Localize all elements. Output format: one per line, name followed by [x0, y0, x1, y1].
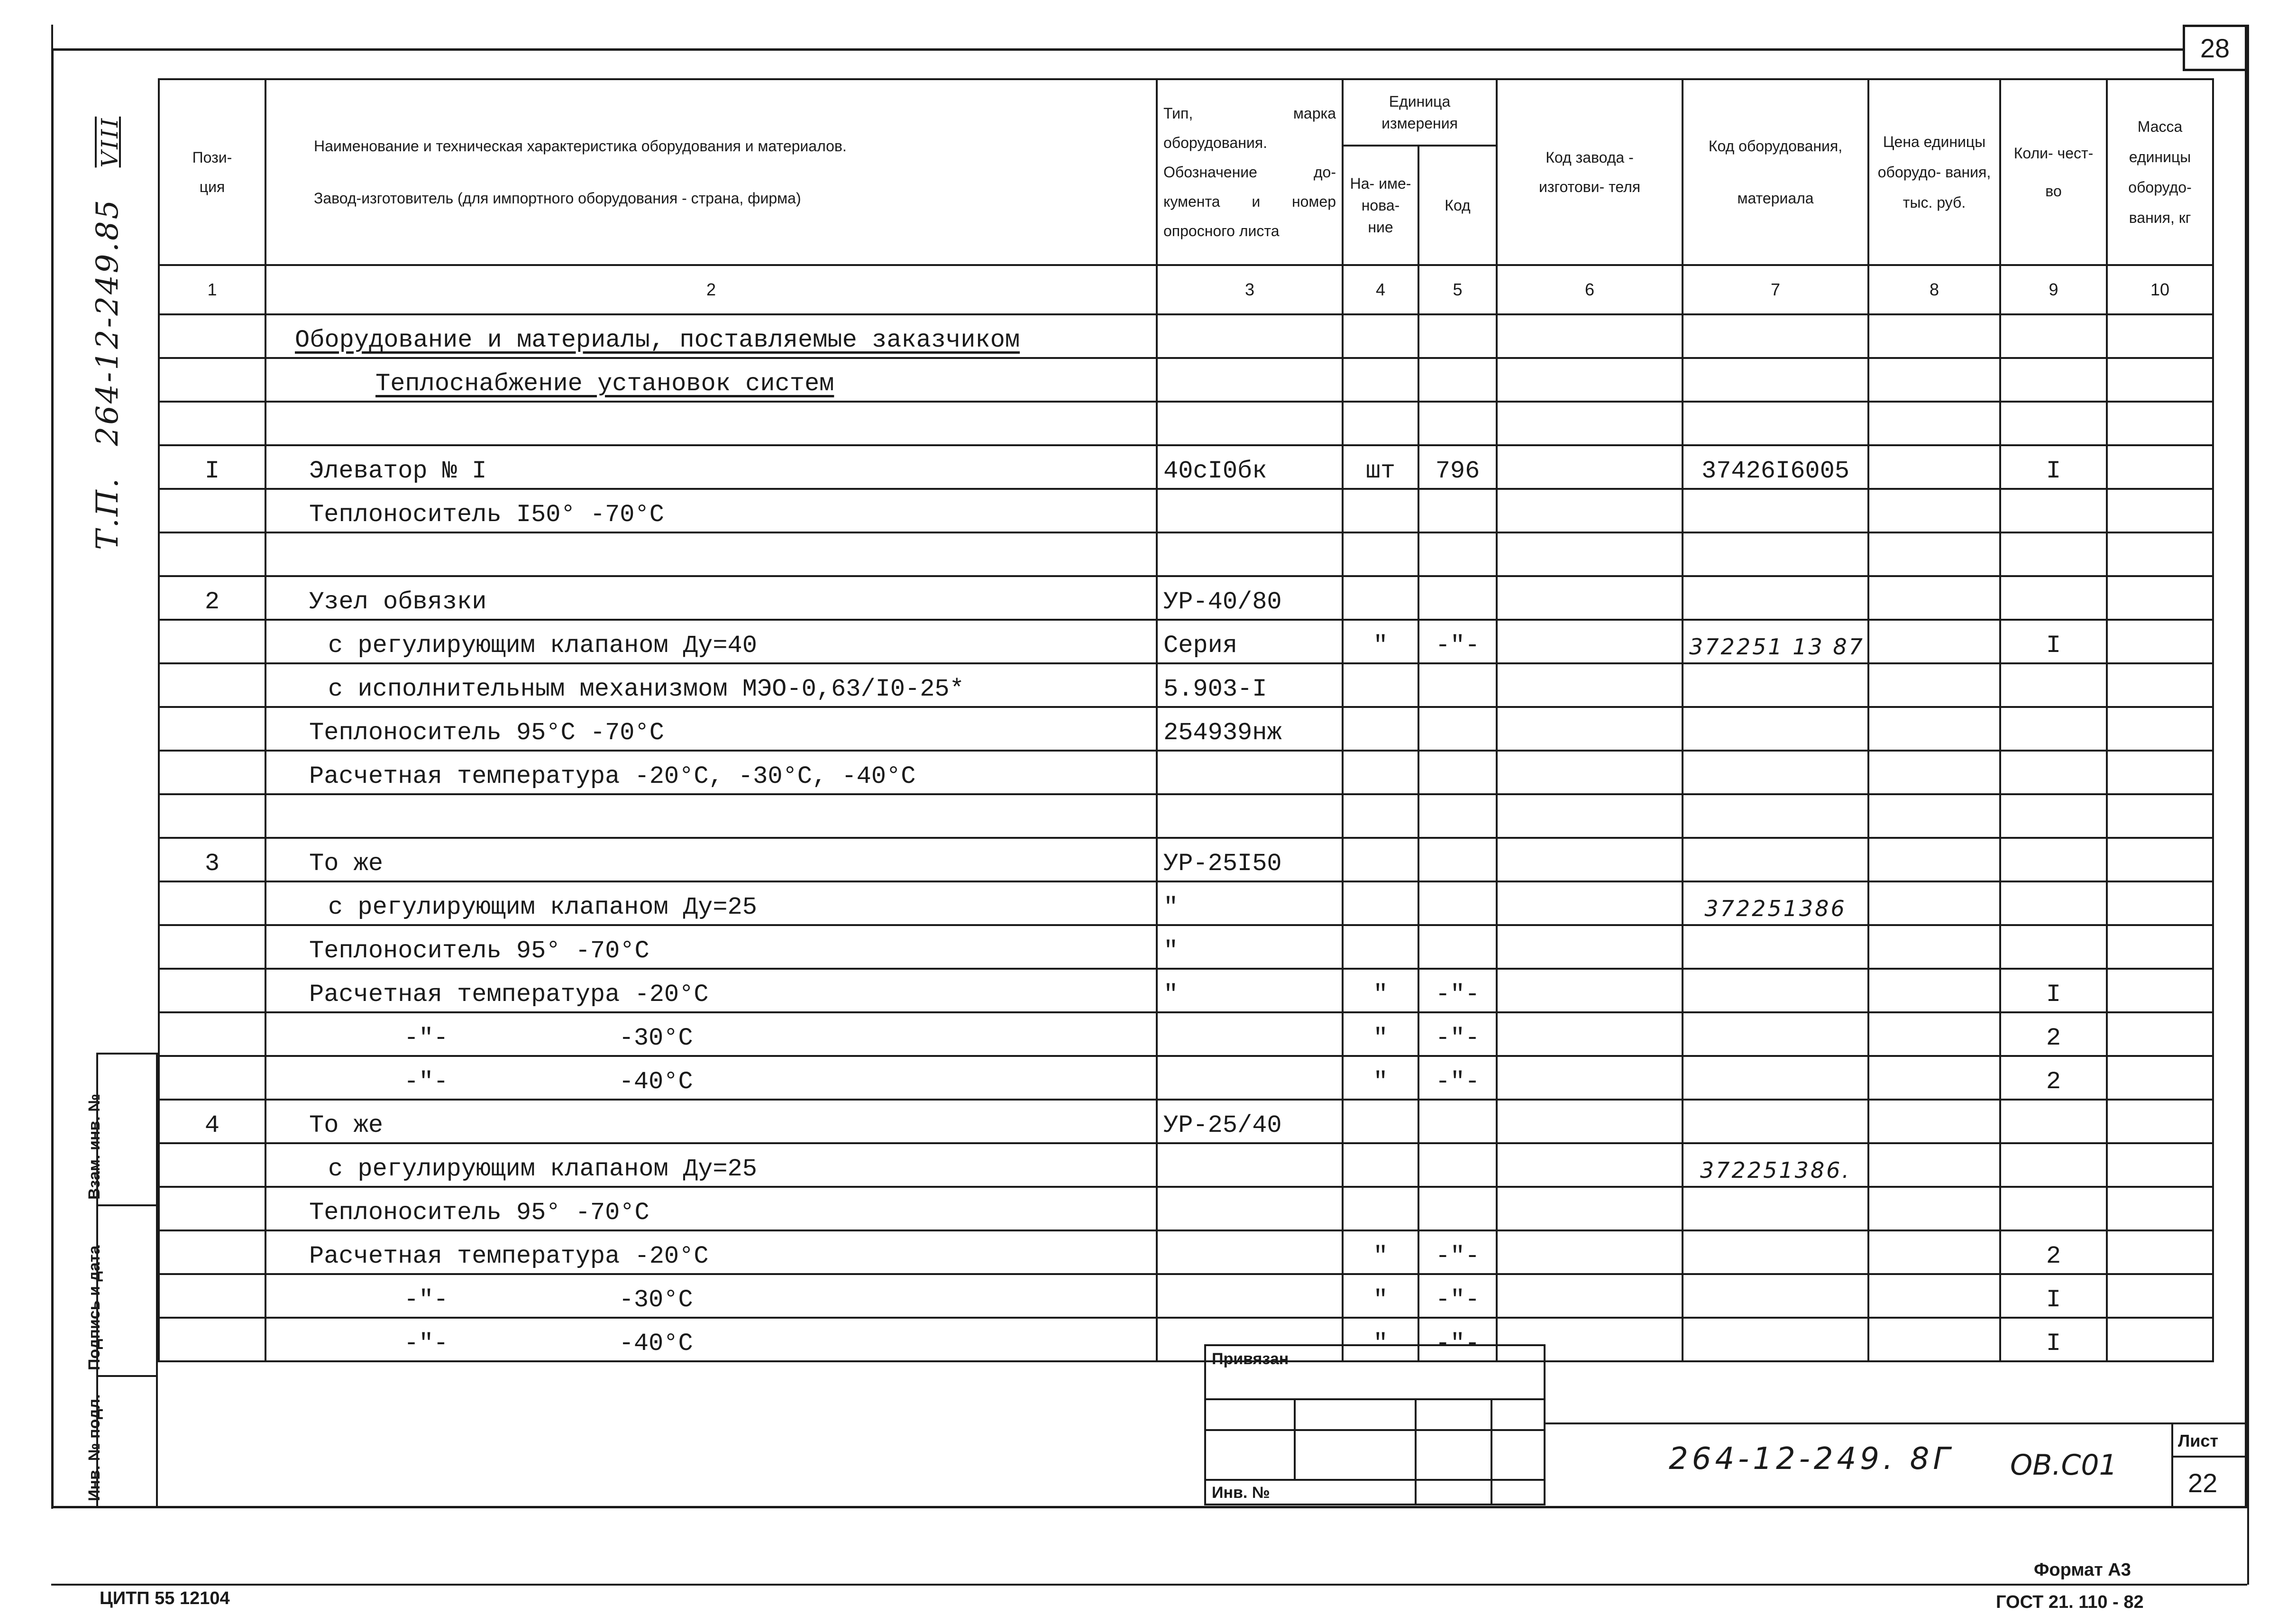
row-position: [159, 707, 265, 751]
row-mass: [2107, 881, 2213, 925]
row-factory-code: [1497, 489, 1683, 532]
row-factory-code: [1497, 838, 1683, 881]
row-position: 2: [159, 576, 265, 620]
row-unit-code: -"-: [1418, 1056, 1497, 1100]
side-inv-replace: [85, 1053, 158, 1206]
row-quantity: I: [2000, 969, 2107, 1012]
row-equipment-code: [1683, 751, 1868, 794]
row-factory-code: [1497, 1274, 1683, 1318]
row-name-text: -"-: [404, 1024, 448, 1052]
section-title: Оборудование и материалы, поставляемые заказчиком: [295, 326, 1020, 354]
side-inv-original: [85, 1375, 158, 1508]
row-unit-code: -"-: [1418, 1230, 1497, 1274]
table-row: [159, 1143, 2213, 1187]
row-mass: [2107, 445, 2213, 489]
stamp-inv-label: Инв. №: [1212, 1484, 1270, 1502]
row-name: [265, 1143, 1157, 1187]
row-quantity: [2000, 925, 2107, 969]
row-price: [1868, 751, 2000, 794]
header-type: Тип, марка оборудования. Обозначение до- кумента и номер опросного листа: [1157, 79, 1343, 265]
row-name: [265, 620, 1157, 663]
row-unit: [1343, 751, 1418, 794]
table-row: [159, 707, 2213, 751]
row-quantity: 2: [2000, 1012, 2107, 1056]
row-position: [159, 925, 265, 969]
row-mass: [2107, 925, 2213, 969]
header-price: Цена единицы оборудо- вания, тыс. руб.: [1868, 79, 2000, 265]
header-row: [159, 79, 2213, 146]
table-row: [159, 1012, 2213, 1056]
table-row: [159, 751, 2213, 794]
footer-gost: ГОСТ 21. 110 - 82: [1996, 1592, 2144, 1612]
row-unit: ": [1343, 1318, 1418, 1361]
row-factory-code: [1497, 445, 1683, 489]
row-equipment-code: [1683, 1274, 1868, 1318]
row-name: [265, 1187, 1157, 1230]
row-factory-code: [1497, 925, 1683, 969]
row-mass: [2107, 751, 2213, 794]
table-row: [159, 1187, 2213, 1230]
row-equipment-code: [1683, 1012, 1868, 1056]
row-equipment-code: [1683, 663, 1868, 707]
row-unit: ": [1343, 620, 1418, 663]
row-name: [265, 925, 1157, 969]
row-name: [265, 576, 1157, 620]
row-quantity: I: [2000, 620, 2107, 663]
row-quantity: [2000, 881, 2107, 925]
row-position: [159, 663, 265, 707]
row-type: Серия: [1157, 620, 1343, 663]
row-position: [159, 751, 265, 794]
row-unit: [1343, 925, 1418, 969]
row-mass: [2107, 576, 2213, 620]
row-factory-code: [1497, 1100, 1683, 1143]
row-unit: [1343, 838, 1418, 881]
side-inv-original-label: Инв. № подл.: [85, 1394, 103, 1501]
row-unit-code: [1418, 881, 1497, 925]
row-name-text: То же: [309, 1111, 384, 1139]
row-equipment-code: [1683, 925, 1868, 969]
table-row: [159, 1100, 2213, 1143]
header-unit-name: На- име- нова- ние: [1343, 146, 1418, 265]
row-unit: ": [1343, 1056, 1418, 1100]
header-factory-code: Код завода - изготови- теля: [1497, 79, 1683, 265]
row-mass: [2107, 489, 2213, 532]
row-quantity: [2000, 1143, 2107, 1187]
row-name-text: Расчетная температура -20°С: [309, 981, 709, 1009]
subsection-row: [159, 358, 2213, 402]
row-name-temp: -40°С: [619, 1330, 693, 1358]
row-unit-code: [1418, 707, 1497, 751]
row-unit: ": [1343, 1230, 1418, 1274]
row-name-text: Теплоноситель 95° -70°С: [309, 1199, 649, 1227]
row-equipment-code: [1683, 1318, 1868, 1361]
table-row: [159, 881, 2213, 925]
row-type: ": [1157, 925, 1343, 969]
section-row: [159, 314, 2213, 358]
row-equipment-code: [1683, 576, 1868, 620]
row-unit-code: 796: [1418, 445, 1497, 489]
row-unit: ": [1343, 1012, 1418, 1056]
row-type: УР-40/80: [1157, 576, 1343, 620]
row-type: УР-25I50: [1157, 838, 1343, 881]
row-name: [265, 445, 1157, 489]
row-unit: [1343, 1187, 1418, 1230]
col-num: 9: [2000, 265, 2107, 314]
row-name-temp: -30°С: [619, 1286, 693, 1314]
header-name-line1: Наименование и техническая характеристика оборудования и материалов.: [314, 138, 847, 155]
row-factory-code: [1497, 969, 1683, 1012]
sheet-label: Лист: [2178, 1431, 2219, 1450]
row-unit: [1343, 663, 1418, 707]
row-name-text: с исполнительным механизмом МЭО-0,63/I0-25*: [328, 675, 964, 703]
row-unit: [1343, 707, 1418, 751]
row-name-text: -"-: [404, 1286, 448, 1314]
row-price: [1868, 1187, 2000, 1230]
row-unit-code: [1418, 751, 1497, 794]
row-name: [265, 838, 1157, 881]
row-unit: ": [1343, 1274, 1418, 1318]
row-name: [265, 1230, 1157, 1274]
header-name-line2: Завод-изготовитель (для импортного оборудования - страна, фирма): [314, 190, 801, 207]
row-unit-code: [1418, 838, 1497, 881]
row-name: [265, 1100, 1157, 1143]
row-factory-code: [1497, 1143, 1683, 1187]
row-equipment-code: 372251 13 87: [1683, 620, 1868, 663]
row-mass: [2107, 1100, 2213, 1143]
row-unit-code: [1418, 1143, 1497, 1187]
side-sign-date-label: Подпись и дата: [85, 1245, 103, 1370]
row-name-text: Элеватор № I: [309, 457, 487, 485]
row-type: [1157, 751, 1343, 794]
row-unit-code: -"-: [1418, 1318, 1497, 1361]
row-unit: [1343, 881, 1418, 925]
row-name-text: Теплоноситель 95°С -70°С: [309, 719, 664, 747]
row-type: [1157, 1230, 1343, 1274]
page-number: 28: [2183, 25, 2247, 71]
row-price: [1868, 1274, 2000, 1318]
row-position: 3: [159, 838, 265, 881]
row-type: ": [1157, 881, 1343, 925]
row-type: [1157, 1187, 1343, 1230]
table-row: [159, 1230, 2213, 1274]
row-factory-code: [1497, 576, 1683, 620]
row-equipment-code: [1683, 969, 1868, 1012]
row-position: [159, 1056, 265, 1100]
row-name-text: -"-: [404, 1068, 448, 1096]
row-name: [265, 969, 1157, 1012]
row-mass: [2107, 969, 2213, 1012]
row-type: [1157, 1143, 1343, 1187]
col-num: 5: [1418, 265, 1497, 314]
row-name: [265, 1318, 1157, 1361]
row-quantity: 2: [2000, 1056, 2107, 1100]
row-quantity: [2000, 707, 2107, 751]
row-quantity: [2000, 576, 2107, 620]
row-mass: [2107, 1143, 2213, 1187]
row-price: [1868, 489, 2000, 532]
side-sign-date: [85, 1204, 158, 1377]
col-num: 3: [1157, 265, 1343, 314]
row-factory-code: [1497, 1056, 1683, 1100]
row-unit-code: [1418, 663, 1497, 707]
row-unit: ": [1343, 969, 1418, 1012]
row-name: [265, 707, 1157, 751]
row-equipment-code: [1683, 838, 1868, 881]
row-factory-code: [1497, 663, 1683, 707]
row-name: [265, 663, 1157, 707]
row-mass: [2107, 663, 2213, 707]
row-type: 40сI0бк: [1157, 445, 1343, 489]
row-position: [159, 1143, 265, 1187]
row-name-text: -"-: [404, 1330, 448, 1358]
header-equipment-code: Код оборудования, материала: [1683, 79, 1868, 265]
table-row: [159, 1318, 2213, 1361]
header-mass: Масса единицы оборудо- вания, кг: [2107, 79, 2213, 265]
row-unit-code: [1418, 576, 1497, 620]
row-unit: [1343, 576, 1418, 620]
row-position: [159, 881, 265, 925]
row-equipment-code: 372251386: [1683, 881, 1868, 925]
row-quantity: [2000, 838, 2107, 881]
doc-code: 264-12-249. 8Г: [1669, 1441, 1954, 1477]
row-equipment-code: [1683, 707, 1868, 751]
row-factory-code: [1497, 1012, 1683, 1056]
row-unit-code: -"-: [1418, 969, 1497, 1012]
row-quantity: I: [2000, 1318, 2107, 1361]
row-type: [1157, 1056, 1343, 1100]
table-row: [159, 1274, 2213, 1318]
row-price: [1868, 1056, 2000, 1100]
row-price: [1868, 1012, 2000, 1056]
side-roman: VIII: [97, 116, 123, 168]
table-row: [159, 969, 2213, 1012]
row-position: [159, 1230, 265, 1274]
subsection-title: Теплоснабжение установок систем: [375, 370, 834, 398]
row-factory-code: [1497, 707, 1683, 751]
row-quantity: 2: [2000, 1230, 2107, 1274]
doc-suffix: ОВ.С01: [2010, 1449, 2117, 1482]
row-mass: [2107, 620, 2213, 663]
row-name-text: с регулирующим клапаном Ду=40: [328, 632, 757, 660]
row-price: [1868, 838, 2000, 881]
row-factory-code: [1497, 620, 1683, 663]
col-num: 8: [1868, 265, 2000, 314]
specification-table: [158, 78, 2214, 1362]
col-num: 4: [1343, 265, 1418, 314]
attached-label: Привязан: [1212, 1350, 1289, 1368]
row-quantity: [2000, 489, 2107, 532]
row-position: 4: [159, 1100, 265, 1143]
row-name-text: с регулирующим клапаном Ду=25: [328, 893, 757, 921]
row-unit-code: -"-: [1418, 620, 1497, 663]
row-position: [159, 1187, 265, 1230]
row-mass: [2107, 838, 2213, 881]
row-mass: [2107, 1318, 2213, 1361]
row-factory-code: [1497, 1230, 1683, 1274]
column-number-row: [159, 265, 2213, 314]
row-mass: [2107, 1187, 2213, 1230]
side-inv-replace-label: Взам. инв. №: [85, 1093, 103, 1200]
row-name-text: с регулирующим клапаном Ду=25: [328, 1155, 757, 1183]
row-position: [159, 969, 265, 1012]
col-num: 1: [159, 265, 265, 314]
row-unit: [1343, 1143, 1418, 1187]
attachment-stamp: [1204, 1344, 1546, 1505]
row-factory-code: [1497, 751, 1683, 794]
col-num: 2: [265, 265, 1157, 314]
row-position: [159, 1274, 265, 1318]
row-mass: [2107, 1230, 2213, 1274]
table-row: [159, 576, 2213, 620]
row-name-text: Узел обвязки: [309, 588, 487, 616]
row-price: [1868, 925, 2000, 969]
header-unit-code: Код: [1418, 146, 1497, 265]
row-factory-code: [1497, 881, 1683, 925]
row-price: [1868, 620, 2000, 663]
row-name-text: Теплоноситель I50° -70°С: [309, 501, 664, 529]
footer-left: ЦИТП 55 12104: [100, 1588, 230, 1608]
table-row: [159, 838, 2213, 881]
row-name-temp: -30°С: [619, 1024, 693, 1052]
row-price: [1868, 1143, 2000, 1187]
row-name-text: Расчетная температура -20°С, -30°С, -40°С: [309, 762, 916, 790]
row-position: [159, 620, 265, 663]
row-price: [1868, 707, 2000, 751]
row-price: [1868, 576, 2000, 620]
row-position: I: [159, 445, 265, 489]
row-unit: [1343, 1100, 1418, 1143]
row-name: [265, 1056, 1157, 1100]
row-mass: [2107, 1012, 2213, 1056]
row-position: [159, 1012, 265, 1056]
side-code-text: 264-12-249.85: [90, 198, 125, 446]
row-name-text: То же: [309, 850, 384, 878]
row-unit-code: -"-: [1418, 1274, 1497, 1318]
row-unit-code: [1418, 489, 1497, 532]
row-quantity: [2000, 1100, 2107, 1143]
row-quantity: I: [2000, 1274, 2107, 1318]
footer-format: Формат А3: [2034, 1560, 2131, 1580]
row-unit: [1343, 489, 1418, 532]
row-position: [159, 489, 265, 532]
col-num: 10: [2107, 265, 2213, 314]
header-quantity: Коли- чест- во: [2000, 79, 2107, 265]
row-name-temp: -40°С: [619, 1068, 693, 1096]
row-equipment-code: [1683, 1187, 1868, 1230]
row-mass: [2107, 1274, 2213, 1318]
row-equipment-code: [1683, 1056, 1868, 1100]
row-unit-code: [1418, 925, 1497, 969]
row-factory-code: [1497, 1187, 1683, 1230]
row-price: [1868, 663, 2000, 707]
row-quantity: [2000, 663, 2107, 707]
row-unit-code: [1418, 1100, 1497, 1143]
row-quantity: [2000, 751, 2107, 794]
row-equipment-code: [1683, 1230, 1868, 1274]
table-row: [159, 489, 2213, 532]
row-type: ": [1157, 969, 1343, 1012]
table-row: [159, 925, 2213, 969]
header-unit: Единица измерения: [1343, 79, 1497, 146]
row-type: УР-25/40: [1157, 1100, 1343, 1143]
header-name: [265, 79, 1157, 265]
row-name: [265, 881, 1157, 925]
table-row: [159, 445, 2213, 489]
row-mass: [2107, 1056, 2213, 1100]
row-type: [1157, 1012, 1343, 1056]
row-name-text: Расчетная температура -20°С: [309, 1242, 709, 1270]
table-row: [159, 663, 2213, 707]
row-price: [1868, 1318, 2000, 1361]
row-name: [265, 489, 1157, 532]
row-price: [1868, 1100, 2000, 1143]
row-unit-code: [1418, 1187, 1497, 1230]
row-price: [1868, 969, 2000, 1012]
row-name: [265, 751, 1157, 794]
side-code: [90, 117, 125, 550]
col-num: 6: [1497, 265, 1683, 314]
row-quantity: I: [2000, 445, 2107, 489]
table-row: [159, 620, 2213, 663]
row-price: [1868, 881, 2000, 925]
row-equipment-code: 37426I6005: [1683, 445, 1868, 489]
row-unit: шт: [1343, 445, 1418, 489]
row-type: 5.903-I: [1157, 663, 1343, 707]
row-type: 254939нж: [1157, 707, 1343, 751]
row-unit-code: -"-: [1418, 1012, 1497, 1056]
row-name-text: Теплоноситель 95° -70°С: [309, 937, 649, 965]
sheet-number: 22: [2188, 1468, 2218, 1498]
row-equipment-code: 372251386.: [1683, 1143, 1868, 1187]
row-type: [1157, 1274, 1343, 1318]
col-num: 7: [1683, 265, 1868, 314]
row-equipment-code: [1683, 489, 1868, 532]
row-mass: [2107, 707, 2213, 751]
row-name: [265, 1012, 1157, 1056]
side-stamp: Т.П.: [90, 476, 125, 550]
row-equipment-code: [1683, 1100, 1868, 1143]
row-price: [1868, 445, 2000, 489]
row-name: [265, 1274, 1157, 1318]
row-position: [159, 1318, 265, 1361]
table-row: [159, 1056, 2213, 1100]
row-price: [1868, 1230, 2000, 1274]
header-position: Пози- ция: [159, 79, 265, 265]
row-quantity: [2000, 1187, 2107, 1230]
row-type: [1157, 489, 1343, 532]
